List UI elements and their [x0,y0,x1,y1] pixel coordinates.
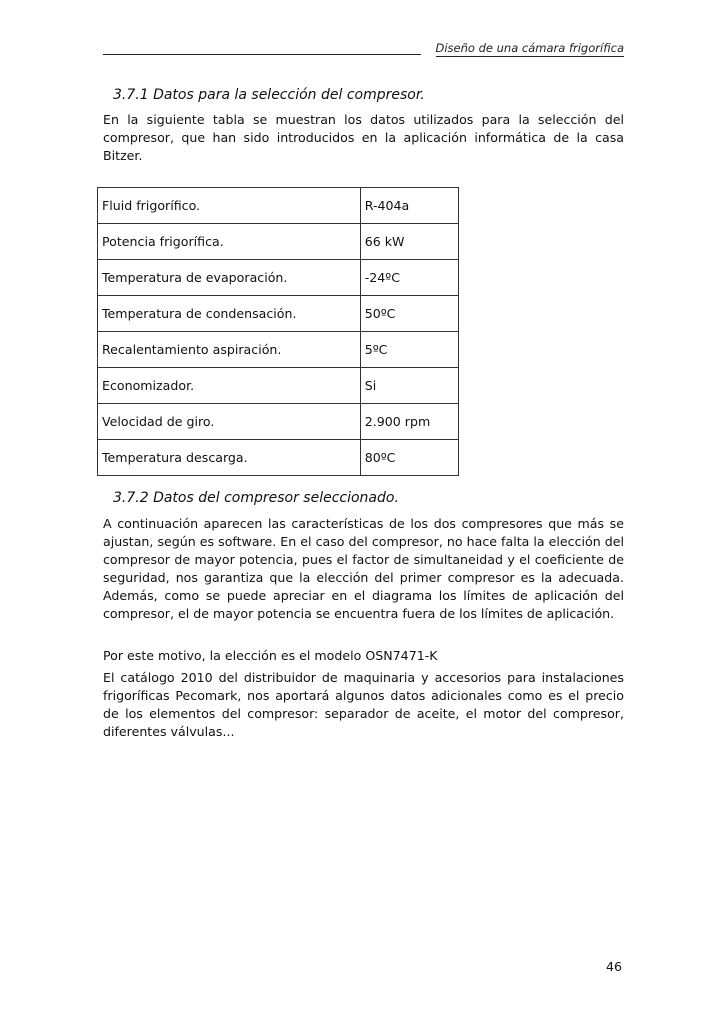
row-value: 50ºC [360,296,458,332]
table-row [98,440,459,476]
row-label: Temperatura descarga. [98,440,361,476]
row-value: 5ºC [360,332,458,368]
row-label: Velocidad de giro. [98,404,361,440]
row-label: Fluid frigorífico. [98,188,361,224]
running-header: Diseño de una cámara frigorífica [435,41,624,55]
section-heading-3-7-1: 3.7.1 Datos para la selección del compresor. [113,87,425,103]
row-value: Si [360,368,458,404]
table-row [98,296,459,332]
row-value: 66 kW [360,224,458,260]
header-rule [103,54,421,55]
compressor-data-table [97,187,459,476]
body-paragraph: El catálogo 2010 del distribuidor de maquinaria y accesorios para instalaciones frigoríficas Pecomark, nos aportará algunos datos adicionales como es el precio de los elementos del compresor: separador de aceite, el motor del compresor, diferentes válvulas... [103,670,624,739]
row-label: Potencia frigorífica. [98,224,361,260]
page-number: 46 [605,959,622,974]
body-paragraph: A continuación aparecen las características de los dos compresores que más se ajustan, según es software. En el caso del compresor, no hace falta la elección del compresor de mayor potencia, pues el factor de simultaneidad y el coeficiente de seguridad, nos garantiza que la elección del primer compresor es la adecuada. Además, como se puede apreciar en el diagrama los límites de aplicación del compresor, el de mayor potencia se encuentra fuera de los límites de aplicación. [103,516,624,621]
row-label: Temperatura de condensación. [98,296,361,332]
row-value: 80ºC [360,440,458,476]
table-row [98,368,459,404]
table-row [98,332,459,368]
table-row [98,188,459,224]
table-row [98,404,459,440]
row-value: 2.900 rpm [360,404,458,440]
row-label: Recalentamiento aspiración. [98,332,361,368]
section-heading-3-7-2: 3.7.2 Datos del compresor seleccionado. [113,490,399,506]
table-row [98,260,459,296]
row-value: -24ºC [360,260,458,296]
row-value: R-404a [360,188,458,224]
row-label: Temperatura de evaporación. [98,260,361,296]
table-row [98,224,459,260]
row-label: Economizador. [98,368,361,404]
body-paragraph: Por este motivo, la elección es el modelo OSN7471-K [103,648,438,663]
intro-paragraph: En la siguiente tabla se muestran los datos utilizados para la selección del compresor, que han sido introducidos en la aplicación informática de la casa Bitzer. [103,112,624,163]
